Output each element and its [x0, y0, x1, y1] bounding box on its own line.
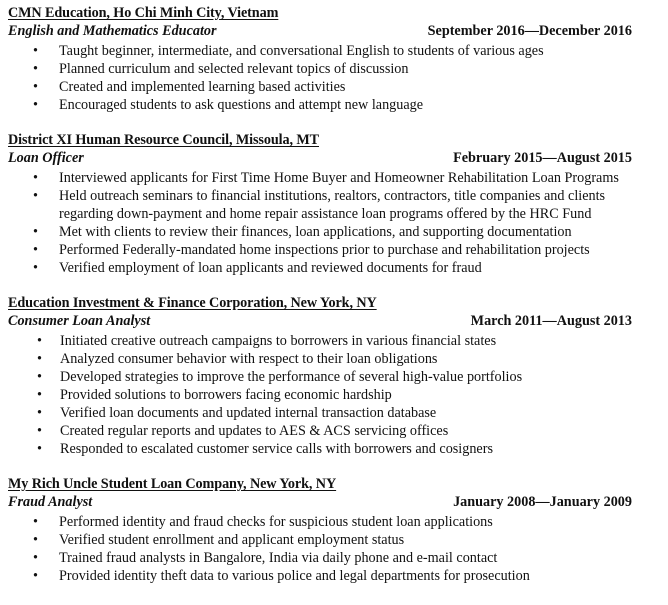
- job-title-row: [8, 149, 632, 167]
- job-duty-item: • Provided solutions to borrowers facing economic hardship: [8, 386, 632, 404]
- job-duty-item: • Trained fraud analysts in Bangalore, India via daily phone and e-mail contact: [8, 549, 632, 567]
- job-duty-item: • Provided identity theft data to various police and legal departments for prosecution: [8, 567, 632, 585]
- job-duty-item: • Developed strategies to improve the performance of several high-value portfolios: [8, 368, 632, 386]
- job-title: Loan Officer: [8, 150, 84, 166]
- job-title: Fraud Analyst: [8, 494, 93, 510]
- job-duty-item: • Performed Federally-mandated home inspections prior to purchase and rehabilitation projects: [8, 241, 632, 259]
- job-dates: September 2016—December 2016: [427, 23, 632, 39]
- job-duty-item: • Verified loan documents and updated internal transaction database: [8, 404, 632, 422]
- job-duties-list: [8, 332, 632, 458]
- job-title-row: [8, 493, 632, 511]
- job-duties-list: [8, 513, 632, 585]
- job-title-row: [8, 312, 632, 330]
- job-duty-item: • Created and implemented learning based activities: [8, 78, 632, 96]
- job-entry-cmn-education: [8, 4, 632, 114]
- job-duty-item: • Met with clients to review their finances, loan applications, and supporting documentation: [8, 223, 632, 241]
- job-title: English and Mathematics Educator: [8, 23, 217, 39]
- job-entry-district-xi: [8, 131, 632, 277]
- job-duty-item: • Held outreach seminars to financial institutions, realtors, contractors, title companies and clients regarding down-payment and home repair assistance loan programs offered by the HRC Fund: [8, 187, 632, 223]
- job-duty-item: • Interviewed applicants for First Time Home Buyer and Homeowner Rehabilitation Loan Programs: [8, 169, 632, 187]
- job-title: Consumer Loan Analyst: [8, 313, 151, 329]
- job-duty-item: • Planned curriculum and selected relevant topics of discussion: [8, 60, 632, 78]
- job-dates: January 2008—January 2009: [453, 494, 632, 510]
- job-duty-item: • Analyzed consumer behavior with respect to their loan obligations: [8, 350, 632, 368]
- company-name: CMN Education, Ho Chi Minh City, Vietnam: [8, 5, 279, 21]
- job-duties-list: [8, 42, 632, 114]
- job-duty-item: • Encouraged students to ask questions and attempt new language: [8, 96, 632, 114]
- job-duty-item: • Created regular reports and updates to AES & ACS servicing offices: [8, 422, 632, 440]
- job-dates: March 2011—August 2013: [470, 313, 632, 329]
- job-entry-my-rich-uncle: [8, 475, 632, 585]
- company-name: Education Investment & Finance Corporation, New York, NY: [8, 295, 377, 311]
- job-title-row: [8, 22, 632, 40]
- job-duty-item: • Verified student enrollment and applicant employment status: [8, 531, 632, 549]
- job-duty-item: • Taught beginner, intermediate, and conversational English to students of various ages: [8, 42, 632, 60]
- job-duty-item: • Responded to escalated customer service calls with borrowers and cosigners: [8, 440, 632, 458]
- job-duty-item: • Verified employment of loan applicants and reviewed documents for fraud: [8, 259, 632, 277]
- company-name: District XI Human Resource Council, Missoula, MT: [8, 132, 319, 148]
- job-duty-item: • Initiated creative outreach campaigns to borrowers in various financial states: [8, 332, 632, 350]
- job-entry-education-investment: [8, 294, 632, 458]
- job-duties-list: [8, 169, 632, 277]
- job-duty-item: • Performed identity and fraud checks for suspicious student loan applications: [8, 513, 632, 531]
- company-name: My Rich Uncle Student Loan Company, New York, NY: [8, 476, 337, 492]
- job-dates: February 2015—August 2015: [453, 150, 632, 166]
